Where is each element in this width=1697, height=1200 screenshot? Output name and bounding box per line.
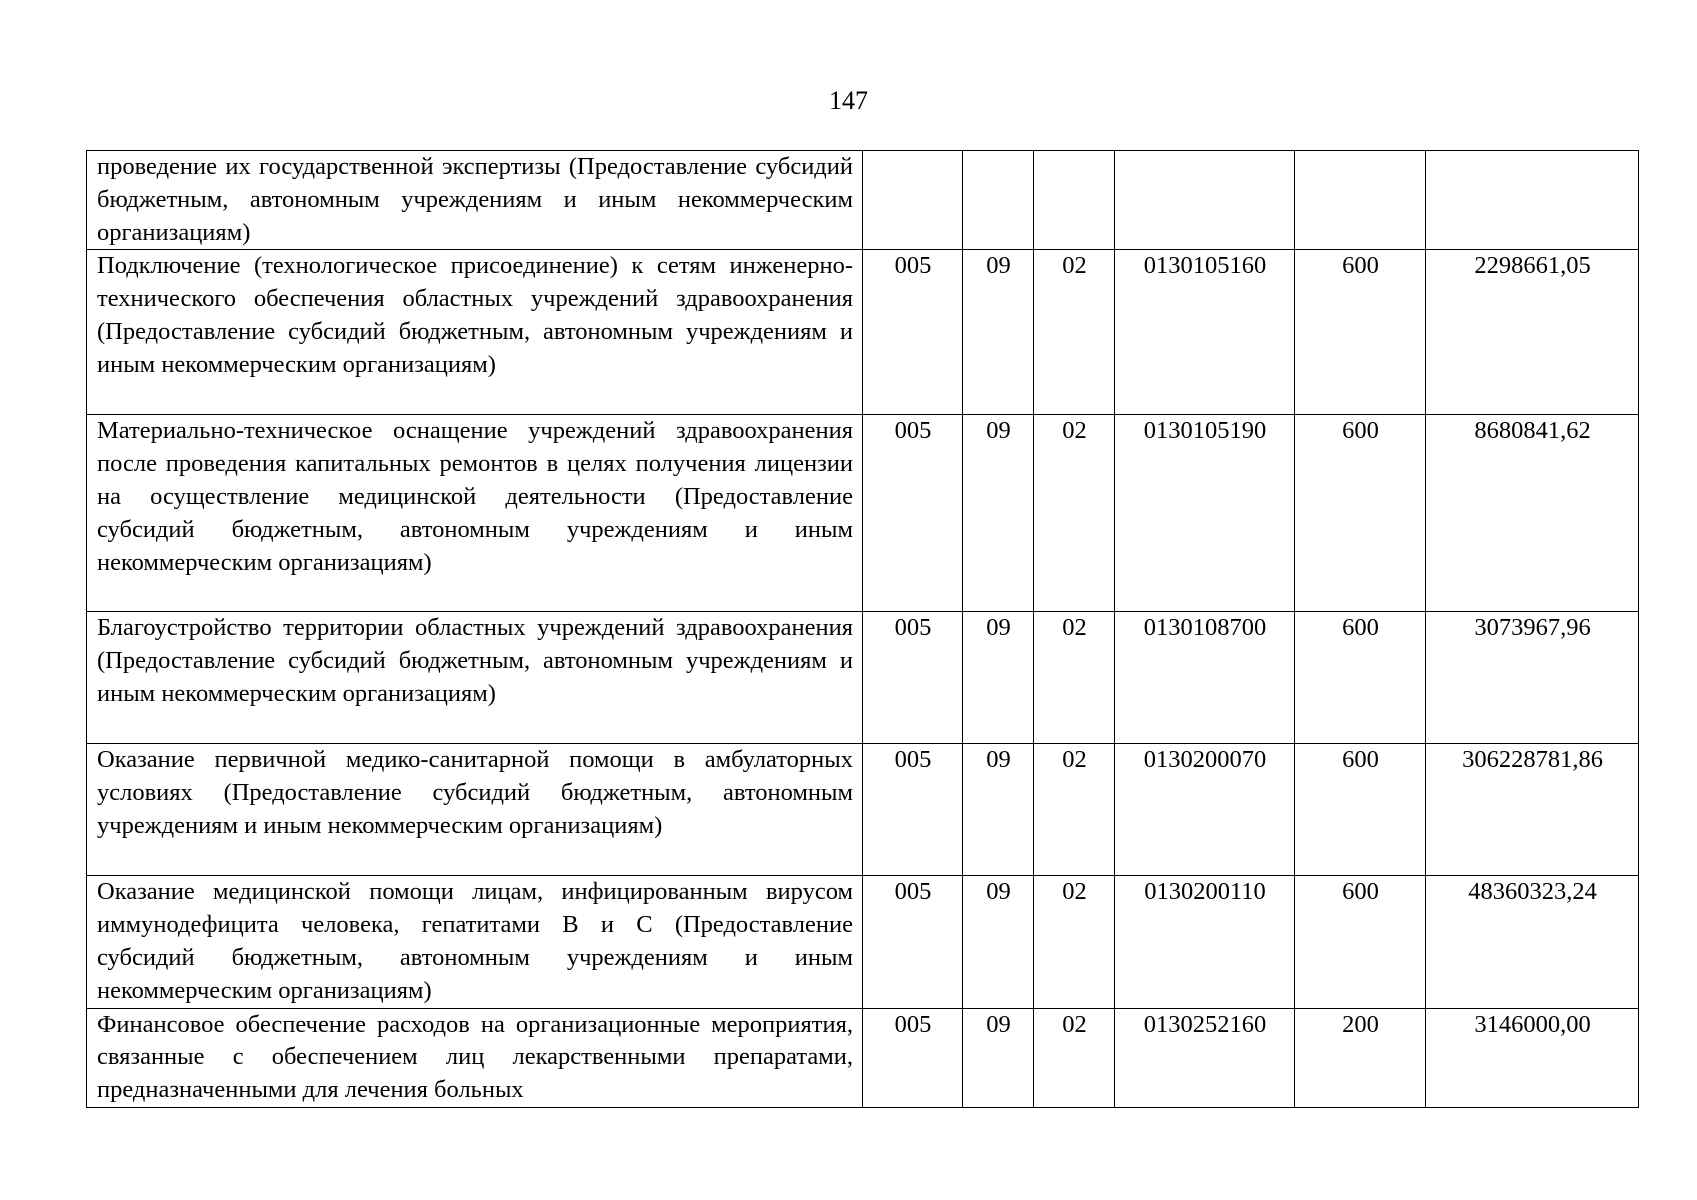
table-row (87, 415, 1639, 612)
budget-table (86, 150, 1639, 1108)
table-row (87, 1008, 1639, 1107)
ministry-code (863, 151, 963, 250)
table-row (87, 612, 1639, 744)
amount: 8680841,62 (1426, 415, 1639, 612)
amount: 48360323,24 (1426, 876, 1639, 1008)
page-number: 147 (829, 86, 868, 115)
expense-type-code: 200 (1295, 1008, 1426, 1107)
subsection-code: 02 (1034, 612, 1115, 744)
ministry-code: 005 (863, 250, 963, 415)
ministry-code: 005 (863, 415, 963, 612)
amount: 306228781,86 (1426, 744, 1639, 876)
target-item-code: 0130105160 (1115, 250, 1295, 415)
section-code: 09 (963, 744, 1034, 876)
subsection-code: 02 (1034, 250, 1115, 415)
expense-description: Оказание первичной медико-санитарной помощи в амбулаторных условиях (Предоставление субсидий бюджетным, автономным учреждениям и иным некоммерческим организациям) (87, 744, 863, 876)
section-code (963, 151, 1034, 250)
target-item-code: 0130200110 (1115, 876, 1295, 1008)
expense-description: Материально-техническое оснащение учреждений здравоохранения после проведения капитальных ремонтов в целях получения лицензии на осуществление медицинской деятельности (Предоставление субсидий бюджетным, автономным учреждениям и иным некоммерческим организациям) (87, 415, 863, 612)
expense-type-code: 600 (1295, 612, 1426, 744)
amount: 3146000,00 (1426, 1008, 1639, 1107)
target-item-code (1115, 151, 1295, 250)
subsection-code: 02 (1034, 876, 1115, 1008)
expense-description: Подключение (технологическое присоединение) к сетям инженерно-технического обеспечения областных учреждений здравоохранения (Предоставление субсидий бюджетным, автономным учреждениям и иным некоммерческим организациям) (87, 250, 863, 415)
section-code: 09 (963, 612, 1034, 744)
ministry-code: 005 (863, 744, 963, 876)
expense-description: Благоустройство территории областных учреждений здравоохранения (Предоставление субсидий бюджетным, автономным учреждениям и иным некоммерческим организациям) (87, 612, 863, 744)
section-code: 09 (963, 415, 1034, 612)
expense-type-code: 600 (1295, 744, 1426, 876)
ministry-code: 005 (863, 612, 963, 744)
expense-description: Финансовое обеспечение расходов на организационные мероприятия, связанные с обеспечением лиц лекарственными препаратами, предназначенными для лечения больных (87, 1008, 863, 1107)
amount: 3073967,96 (1426, 612, 1639, 744)
amount: 2298661,05 (1426, 250, 1639, 415)
target-item-code: 0130200070 (1115, 744, 1295, 876)
section-code: 09 (963, 876, 1034, 1008)
expense-description: Оказание медицинской помощи лицам, инфицированным вирусом иммунодефицита человека, гепатитами B и C (Предоставление субсидий бюджетным, автономным учреждениям и иным некоммерческим организациям) (87, 876, 863, 1008)
table-row (87, 744, 1639, 876)
ministry-code: 005 (863, 1008, 963, 1107)
expense-type-code: 600 (1295, 876, 1426, 1008)
subsection-code: 02 (1034, 415, 1115, 612)
amount (1426, 151, 1639, 250)
target-item-code: 0130108700 (1115, 612, 1295, 744)
expense-type-code: 600 (1295, 415, 1426, 612)
expense-type-code (1295, 151, 1426, 250)
section-code: 09 (963, 250, 1034, 415)
table-row (87, 876, 1639, 1008)
target-item-code: 0130252160 (1115, 1008, 1295, 1107)
table-row (87, 151, 1639, 250)
expense-description: проведение их государственной экспертизы (Предоставление субсидий бюджетным, автономным учреждениям и иным некоммерческим организациям) (87, 151, 863, 250)
expense-type-code: 600 (1295, 250, 1426, 415)
target-item-code: 0130105190 (1115, 415, 1295, 612)
subsection-code (1034, 151, 1115, 250)
subsection-code: 02 (1034, 1008, 1115, 1107)
table-row (87, 250, 1639, 415)
section-code: 09 (963, 1008, 1034, 1107)
subsection-code: 02 (1034, 744, 1115, 876)
ministry-code: 005 (863, 876, 963, 1008)
